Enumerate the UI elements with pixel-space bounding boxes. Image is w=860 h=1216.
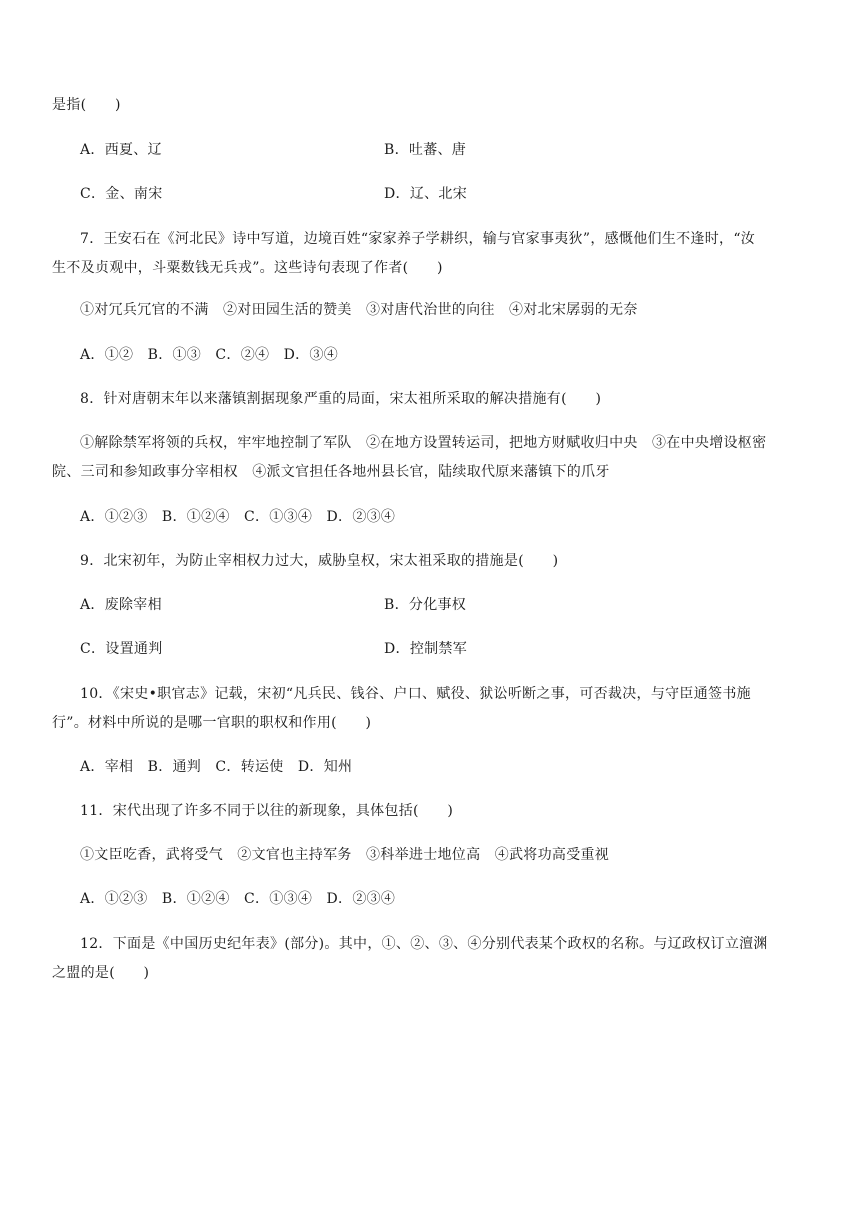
q11-items: ①文臣吃香，武将受气 ②文官也主持军务 ③科举进士地位高 ④武将功高受重视 (80, 847, 610, 863)
q12-stem-line1: 12．下面是《中国历史纪年表》(部分)。其中，①、②、③、④分别代表某个政权的名称。与辽政权订立澶渊 (80, 936, 768, 952)
q9-option-d: D．控制禁军 (384, 641, 468, 657)
q11-options: A．①②③ B．①②④ C．①③④ D．②③④ (80, 891, 396, 907)
q10-options: A．宰相 B．通判 C．转运使 D．知州 (80, 759, 353, 775)
q6-option-c: C．金、南宋 (80, 186, 163, 202)
q7-items: ①对冗兵冗官的不满 ②对田园生活的赞美 ③对唐代治世的向往 ④对北宋孱弱的无奈 (80, 302, 638, 318)
q8-items-line2: 院、三司和参知政事分宰相权 ④派文官担任各地州县长官，陆续取代原来藩镇下的爪牙 (52, 464, 610, 480)
q8-items-line1: ①解除禁军将领的兵权，牢牢地控制了军队 ②在地方设置转运司，把地方财赋收归中央 ③在中央增设枢密 (80, 435, 767, 451)
q6-option-d: D．辽、北宋 (384, 186, 468, 202)
q6-stem-end: 是指( ) (52, 97, 121, 113)
q10-stem-line2: 行”。材料中所说的是哪一官职的职权和作用( ) (52, 715, 372, 731)
q7-stem-line2: 生不及贞观中，斗粟数钱无兵戎”。这些诗句表现了作者( ) (52, 260, 443, 276)
q9-stem: 9．北宋初年，为防止宰相权力过大，威胁皇权，宋太祖采取的措施是( ) (80, 553, 559, 569)
q8-options: A．①②③ B．①②④ C．①③④ D．②③④ (80, 509, 396, 525)
q12-stem-line2: 之盟的是( ) (52, 965, 150, 981)
q9-option-c: C．设置通判 (80, 641, 163, 657)
q7-options: A．①② B．①③ C．②④ D．③④ (80, 347, 339, 363)
q6-option-b: B．吐蕃、唐 (384, 142, 467, 158)
q9-option-b: B．分化事权 (384, 597, 467, 613)
q10-stem-line1: 10．《宋史•职官志》记载，宋初“凡兵民、钱谷、户口、赋役、狱讼听断之事，可否裁决，与守臣通签书施 (80, 686, 751, 702)
q9-option-a: A．废除宰相 (80, 597, 162, 613)
q7-stem-line1: 7．王安石在《河北民》诗中写道，边境百姓“家家养子学耕织，输与官家事夷狄”，感慨他们生不逢时，“汝 (80, 231, 756, 247)
q6-option-a: A．西夏、辽 (80, 142, 162, 158)
q11-stem: 11．宋代出现了许多不同于以往的新现象，具体包括( ) (80, 803, 454, 819)
q8-stem: 8．针对唐朝末年以来藩镇割据现象严重的局面，宋太祖所采取的解决措施有( ) (80, 391, 602, 407)
